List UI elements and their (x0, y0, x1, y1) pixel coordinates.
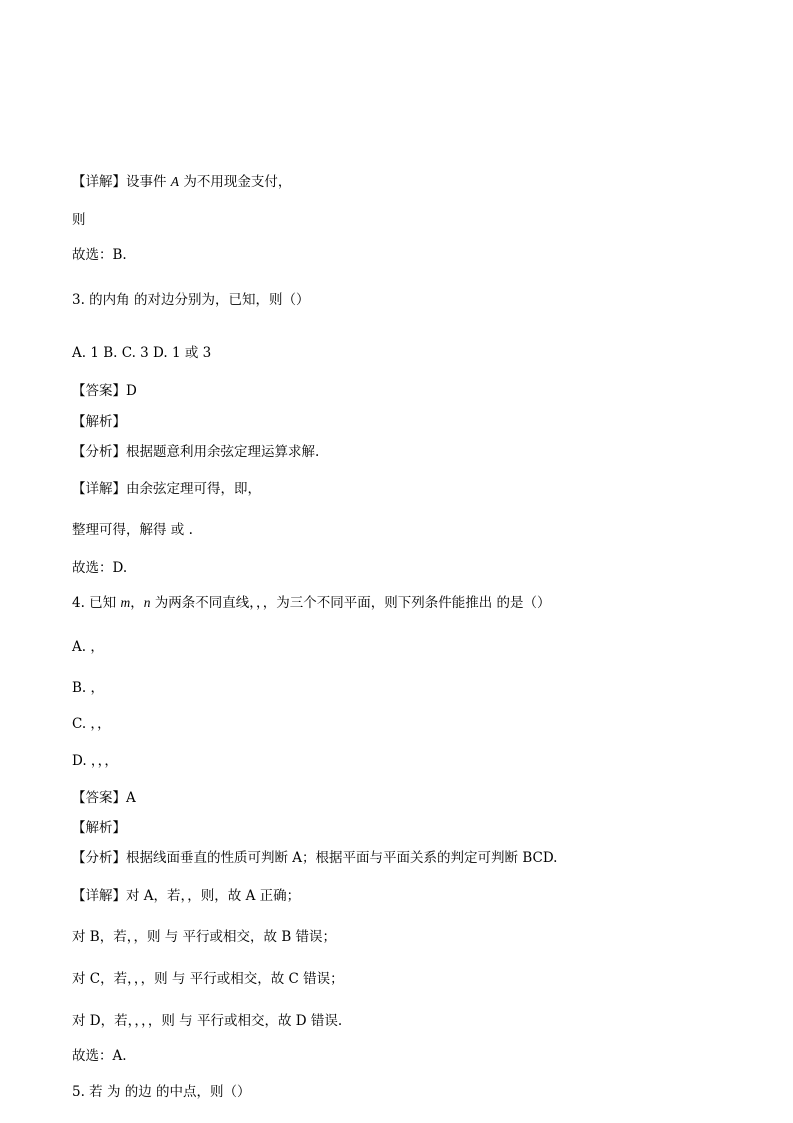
detail-line: 【详解】由余弦定理可得，即， (72, 481, 261, 497)
conclusion-line: 故选：D. (72, 560, 128, 576)
analysis-heading: 【解析】 (72, 820, 126, 836)
option-d: D. ，，， (72, 753, 118, 769)
question-4: 4. 已知 m，n 为两条不同直线，，，为三个不同平面，则下列条件能推出 的是（） (72, 595, 551, 611)
answer-line: 【答案】A (72, 790, 136, 806)
text-line: 对 B，若，，则 与 平行或相交，故 B 错误； (72, 929, 337, 945)
text-line: 对 D，若，，，，则 与 平行或相交，故 D 错误. (72, 1013, 343, 1029)
text-line: 整理可得，解得 或 . (72, 522, 193, 538)
conclusion-line: 故选：A. (72, 1048, 127, 1064)
question-5: 5. 若 为 的边 的中点，则（） (72, 1084, 251, 1100)
question-3-options: A. 1 B. C. 3 D. 1 或 3 (72, 345, 212, 361)
analysis-line: 【分析】根据线面垂直的性质可判断 A；根据平面与平面关系的判定可判断 BCD. (72, 850, 558, 866)
analysis-line: 【分析】根据题意利用余弦定理运算求解. (72, 444, 320, 460)
text-line: 对 C，若，，，则 与 平行或相交，故 C 错误； (72, 971, 344, 987)
option-c: C. ，， (72, 716, 111, 732)
question-3: 3. 的内角 的对边分别为，已知，则（） (72, 292, 310, 308)
option-b: B. ， (72, 680, 105, 696)
option-a: A. ， (72, 639, 104, 655)
text-line: 则 (72, 212, 86, 228)
detail-line: 【详解】对 A，若，，则，故 A 正确； (72, 888, 301, 904)
analysis-heading: 【解析】 (72, 414, 126, 430)
detail-line: 【详解】设事件 A 为不用现金支付， (72, 174, 292, 190)
conclusion-line: 故选：B. (72, 247, 127, 263)
answer-line: 【答案】D (72, 383, 137, 399)
